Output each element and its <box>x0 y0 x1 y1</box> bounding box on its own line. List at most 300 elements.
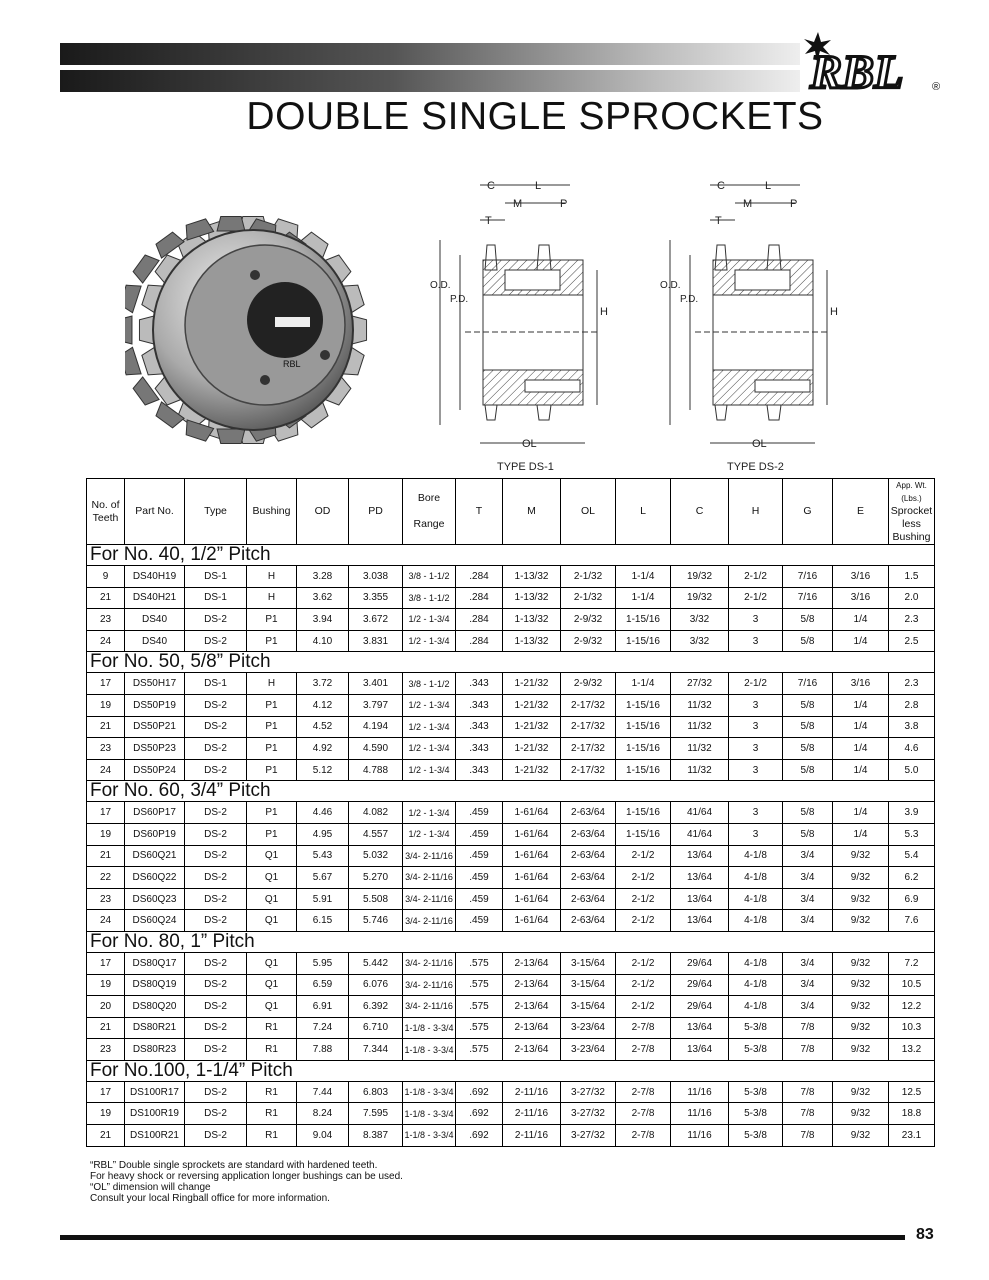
table-cell: 2-13/64 <box>503 1039 561 1061</box>
table-cell: 7.44 <box>297 1081 349 1103</box>
drawing-type-ds-1 <box>425 175 625 475</box>
table-cell: 4.6 <box>889 738 935 760</box>
table-cell: 3.672 <box>349 609 403 631</box>
table-cell: 3 <box>729 802 783 824</box>
section-label: For No. 40, 1/2” Pitch <box>87 545 935 566</box>
table-cell: DS-1 <box>185 673 247 695</box>
table-cell: 5.43 <box>297 845 349 867</box>
table-cell: DS-2 <box>185 609 247 631</box>
note-line: For heavy shock or reversing application longer bushings can be used. <box>90 1171 403 1182</box>
table-cell: 5/8 <box>783 738 833 760</box>
section-header <box>87 1060 935 1081</box>
dim-t-label: T <box>715 215 722 227</box>
table-cell: DS-2 <box>185 974 247 996</box>
sprocket-spec-table <box>86 478 935 1147</box>
table-cell: 3/4 <box>783 952 833 974</box>
table-cell: 2.0 <box>889 587 935 609</box>
table-cell: 1-61/64 <box>503 910 561 932</box>
table-cell: DS-2 <box>185 888 247 910</box>
table-cell: 2.3 <box>889 673 935 695</box>
table-cell: DS-2 <box>185 738 247 760</box>
table-cell: 9/32 <box>833 1103 889 1125</box>
table-cell: 1/4 <box>833 738 889 760</box>
page-title: DOUBLE SINGLE SPROCKETS <box>246 95 824 138</box>
sprocket-tooth <box>125 285 141 313</box>
table-cell: 3/16 <box>833 566 889 588</box>
table-cell: 1/4 <box>833 759 889 781</box>
table-row <box>87 888 935 910</box>
table-cell: DS50H17 <box>125 673 185 695</box>
table-cell: .284 <box>456 609 503 631</box>
table-cell: DS-2 <box>185 759 247 781</box>
table-cell: 1-21/32 <box>503 673 561 695</box>
table-cell: 2-11/16 <box>503 1103 561 1125</box>
dim-ol-label: OL <box>752 438 767 450</box>
table-cell: 1.5 <box>889 566 935 588</box>
table-row <box>87 974 935 996</box>
table-cell: 5-3/8 <box>729 1125 783 1147</box>
table-cell: 9/32 <box>833 1017 889 1039</box>
table-cell: DS40H21 <box>125 587 185 609</box>
table-cell: 1/2 - 1-3/4 <box>403 609 456 631</box>
table-cell: .459 <box>456 802 503 824</box>
table-cell: 2-11/16 <box>503 1081 561 1103</box>
table-row <box>87 716 935 738</box>
section-label: For No. 80, 1” Pitch <box>87 931 935 952</box>
col-l: L <box>616 479 671 545</box>
table-cell: 19 <box>87 1103 125 1125</box>
table-row <box>87 996 935 1018</box>
table-cell: 1/4 <box>833 802 889 824</box>
table-cell: DS-2 <box>185 823 247 845</box>
dim-t-label: T <box>485 215 492 227</box>
table-cell: 2-1/2 <box>616 888 671 910</box>
table-cell: 9/32 <box>833 952 889 974</box>
table-cell: 2-63/64 <box>561 802 616 824</box>
dim-p-label: P <box>560 198 568 210</box>
table-cell: 3.28 <box>297 566 349 588</box>
dim-od-label: O.D. <box>660 280 681 291</box>
header-bar-bottom <box>60 70 800 92</box>
table-cell: 7/8 <box>783 1125 833 1147</box>
table-cell: 3/4- 2-11/16 <box>403 888 456 910</box>
table-row <box>87 630 935 652</box>
table-cell: DS40H19 <box>125 566 185 588</box>
table-cell: 3/16 <box>833 673 889 695</box>
table-cell: 1/2 - 1-3/4 <box>403 630 456 652</box>
table-cell: 9.04 <box>297 1125 349 1147</box>
table-cell: 7/8 <box>783 1017 833 1039</box>
table-cell: 4.10 <box>297 630 349 652</box>
table-cell: DS-2 <box>185 1125 247 1147</box>
table-cell: 2-17/32 <box>561 694 616 716</box>
table-cell: 2-1/2 <box>616 867 671 889</box>
table-cell: 1-15/16 <box>616 802 671 824</box>
table-cell: DS-2 <box>185 630 247 652</box>
footer-bar <box>60 1235 905 1240</box>
dim-c-label: C <box>717 180 725 192</box>
col-c: C <box>671 479 729 545</box>
table-cell: 11/16 <box>671 1081 729 1103</box>
table-cell: 1/2 - 1-3/4 <box>403 738 456 760</box>
table-cell: 1-15/16 <box>616 823 671 845</box>
table-cell: 3/4- 2-11/16 <box>403 952 456 974</box>
sprocket-tooth <box>133 377 159 405</box>
table-cell: 3 <box>729 759 783 781</box>
table-cell: 1-15/16 <box>616 609 671 631</box>
table-cell: 10.3 <box>889 1017 935 1039</box>
table-cell: Q1 <box>247 888 297 910</box>
table-cell: 1-15/16 <box>616 716 671 738</box>
table-cell: P1 <box>247 716 297 738</box>
col-g: G <box>783 479 833 545</box>
table-cell: 4-1/8 <box>729 845 783 867</box>
table-cell: 2-13/64 <box>503 974 561 996</box>
table-cell: 12.2 <box>889 996 935 1018</box>
table-cell: DS60Q24 <box>125 910 185 932</box>
table-cell: 1-13/32 <box>503 630 561 652</box>
table-cell: 1/4 <box>833 694 889 716</box>
dim-h-label: H <box>830 306 838 318</box>
table-cell: 2-9/32 <box>561 673 616 695</box>
col-pd: PD <box>349 479 403 545</box>
table-cell: 12.5 <box>889 1081 935 1103</box>
table-cell: 2-7/8 <box>616 1017 671 1039</box>
table-cell: 1-1/4 <box>616 587 671 609</box>
table-cell: 1/2 - 1-3/4 <box>403 802 456 824</box>
table-cell: 11/32 <box>671 738 729 760</box>
table-row <box>87 566 935 588</box>
table-cell: 3/4 <box>783 845 833 867</box>
table-cell: 2-1/2 <box>616 952 671 974</box>
table-cell: P1 <box>247 738 297 760</box>
table-cell: 3-23/64 <box>561 1017 616 1039</box>
col-type: Type <box>185 479 247 545</box>
table-row <box>87 1039 935 1061</box>
table-cell: .692 <box>456 1103 503 1125</box>
sprocket-tooth <box>125 347 141 375</box>
table-cell: 1-15/16 <box>616 759 671 781</box>
table-cell: DS60Q22 <box>125 867 185 889</box>
table-cell: 2-17/32 <box>561 716 616 738</box>
table-cell: 3.94 <box>297 609 349 631</box>
table-cell: DS-2 <box>185 1081 247 1103</box>
table-cell: 9/32 <box>833 974 889 996</box>
table-cell: 3.355 <box>349 587 403 609</box>
table-cell: P1 <box>247 609 297 631</box>
table-cell: 5.508 <box>349 888 403 910</box>
table-cell: 8.24 <box>297 1103 349 1125</box>
dim-m-label: M <box>513 198 523 210</box>
table-cell: .575 <box>456 996 503 1018</box>
table-cell: Q1 <box>247 867 297 889</box>
drawing-caption: TYPE DS-1 <box>497 461 554 473</box>
table-cell: 4.082 <box>349 802 403 824</box>
table-cell: 3/4 <box>783 974 833 996</box>
table-cell: DS80R23 <box>125 1039 185 1061</box>
table-cell: 19 <box>87 823 125 845</box>
table-cell: .343 <box>456 759 503 781</box>
table-cell: 13/64 <box>671 910 729 932</box>
table-cell: 4.12 <box>297 694 349 716</box>
table-cell: DS50P19 <box>125 694 185 716</box>
table-cell: DS50P24 <box>125 759 185 781</box>
table-cell: 9/32 <box>833 1081 889 1103</box>
table-cell: 1-61/64 <box>503 823 561 845</box>
table-cell: 7.6 <box>889 910 935 932</box>
table-cell: 24 <box>87 630 125 652</box>
col-m: M <box>503 479 561 545</box>
table-cell: DS-2 <box>185 996 247 1018</box>
table-cell: R1 <box>247 1017 297 1039</box>
table-cell: 3-27/32 <box>561 1125 616 1147</box>
table-cell: 5/8 <box>783 759 833 781</box>
table-cell: 3.9 <box>889 802 935 824</box>
table-cell: 3-23/64 <box>561 1039 616 1061</box>
table-cell: 17 <box>87 952 125 974</box>
table-cell: .343 <box>456 716 503 738</box>
table-cell: DS40 <box>125 630 185 652</box>
table-cell: 23 <box>87 888 125 910</box>
table-cell: 13/64 <box>671 845 729 867</box>
table-cell: 5/8 <box>783 716 833 738</box>
table-cell: DS60P17 <box>125 802 185 824</box>
table-cell: 1/2 - 1-3/4 <box>403 759 456 781</box>
note-line: “RBL” Double single sprockets are standard with hardened teeth. <box>90 1160 378 1171</box>
table-cell: 5/8 <box>783 630 833 652</box>
table-cell: 3-15/64 <box>561 974 616 996</box>
table-cell: 3/8 - 1-1/2 <box>403 587 456 609</box>
table-cell: 3/4- 2-11/16 <box>403 996 456 1018</box>
table-cell: DS60P19 <box>125 823 185 845</box>
table-cell: 2-63/64 <box>561 823 616 845</box>
table-cell: 4.52 <box>297 716 349 738</box>
table-cell: 3 <box>729 716 783 738</box>
table-cell: 4.46 <box>297 802 349 824</box>
table-row <box>87 587 935 609</box>
table-cell: 7.24 <box>297 1017 349 1039</box>
table-cell: 1/2 - 1-3/4 <box>403 716 456 738</box>
table-cell: 7.88 <box>297 1039 349 1061</box>
table-cell: 2-9/32 <box>561 609 616 631</box>
table-cell: 23 <box>87 738 125 760</box>
table-row <box>87 823 935 845</box>
table-cell: 2.3 <box>889 609 935 631</box>
table-cell: 3.401 <box>349 673 403 695</box>
table-cell: DS80Q17 <box>125 952 185 974</box>
table-cell: 5/8 <box>783 802 833 824</box>
dim-pd-label: P.D. <box>680 294 699 305</box>
table-cell: .343 <box>456 738 503 760</box>
table-cell: 7.595 <box>349 1103 403 1125</box>
dim-h-label: H <box>600 306 608 318</box>
table-cell: 1-61/64 <box>503 845 561 867</box>
sprocket-tooth <box>156 232 184 258</box>
section-header <box>87 652 935 673</box>
table-cell: 2-1/32 <box>561 566 616 588</box>
table-cell: .459 <box>456 845 503 867</box>
table-row <box>87 1125 935 1147</box>
table-header-row <box>87 479 935 545</box>
table-cell: 2-1/2 <box>616 996 671 1018</box>
table-cell: DS100R19 <box>125 1103 185 1125</box>
table-cell: 6.803 <box>349 1081 403 1103</box>
table-cell: Q1 <box>247 996 297 1018</box>
table-cell: 2-17/32 <box>561 759 616 781</box>
table-cell: 3 <box>729 630 783 652</box>
table-cell: 2.8 <box>889 694 935 716</box>
table-cell: 1-21/32 <box>503 738 561 760</box>
table-cell: 1-61/64 <box>503 888 561 910</box>
table-cell: 1-13/32 <box>503 566 561 588</box>
table-cell: 3/8 - 1-1/2 <box>403 673 456 695</box>
table-cell: 5.032 <box>349 845 403 867</box>
table-cell: H <box>247 587 297 609</box>
table-cell: .459 <box>456 823 503 845</box>
table-cell: 3.831 <box>349 630 403 652</box>
table-cell: 11/32 <box>671 716 729 738</box>
table-cell: 5/8 <box>783 609 833 631</box>
note-line: Consult your local Ringball office for more information. <box>90 1193 330 1204</box>
table-cell: 3/4- 2-11/16 <box>403 974 456 996</box>
table-cell: 1-21/32 <box>503 716 561 738</box>
table-cell: .284 <box>456 630 503 652</box>
table-row <box>87 609 935 631</box>
table-cell: DS100R21 <box>125 1125 185 1147</box>
drawing-type-ds-2 <box>655 175 855 475</box>
table-cell: DS50P21 <box>125 716 185 738</box>
rbl-logo <box>800 30 950 100</box>
table-cell: 5.442 <box>349 952 403 974</box>
table-row <box>87 1103 935 1125</box>
table-cell: 2-63/64 <box>561 888 616 910</box>
table-cell: 9/32 <box>833 867 889 889</box>
table-cell: 3 <box>729 823 783 845</box>
table-cell: .343 <box>456 673 503 695</box>
table-cell: 3 <box>729 738 783 760</box>
table-cell: DS60Q23 <box>125 888 185 910</box>
table-cell: 2-7/8 <box>616 1103 671 1125</box>
table-cell: 8.387 <box>349 1125 403 1147</box>
table-cell: .692 <box>456 1125 503 1147</box>
table-cell: 3-27/32 <box>561 1103 616 1125</box>
table-cell: 2-1/2 <box>729 587 783 609</box>
table-cell: 6.15 <box>297 910 349 932</box>
col-bore: Bore Range <box>403 479 456 545</box>
table-cell: 13/64 <box>671 888 729 910</box>
table-cell: 3.72 <box>297 673 349 695</box>
table-cell: 29/64 <box>671 974 729 996</box>
table-cell: 2-1/2 <box>729 673 783 695</box>
table-cell: 4-1/8 <box>729 888 783 910</box>
table-cell: 2-63/64 <box>561 867 616 889</box>
table-cell: 4.788 <box>349 759 403 781</box>
table-cell: 4-1/8 <box>729 910 783 932</box>
dim-od-label: O.D. <box>430 280 451 291</box>
sprocket-tooth <box>139 316 154 344</box>
table-cell: 24 <box>87 910 125 932</box>
table-cell: 2-63/64 <box>561 845 616 867</box>
table-cell: 41/64 <box>671 823 729 845</box>
table-cell: 13/64 <box>671 867 729 889</box>
table-cell: 2-13/64 <box>503 952 561 974</box>
table-cell: DS-2 <box>185 1103 247 1125</box>
table-cell: 2.5 <box>889 630 935 652</box>
table-cell: DS80R21 <box>125 1017 185 1039</box>
table-cell: P1 <box>247 630 297 652</box>
table-cell: 3.8 <box>889 716 935 738</box>
table-cell: 1/2 - 1-3/4 <box>403 823 456 845</box>
table-cell: .284 <box>456 566 503 588</box>
table-row <box>87 759 935 781</box>
table-cell: 2-1/2 <box>616 974 671 996</box>
hub-bore-upper <box>735 270 790 290</box>
table-cell: DS-2 <box>185 1017 247 1039</box>
table-cell: 1/4 <box>833 609 889 631</box>
table-row <box>87 802 935 824</box>
table-cell: Q1 <box>247 910 297 932</box>
table-cell: 21 <box>87 587 125 609</box>
table-cell: 2-13/64 <box>503 1017 561 1039</box>
table-cell: DS60Q21 <box>125 845 185 867</box>
table-cell: 17 <box>87 1081 125 1103</box>
table-cell: DS-1 <box>185 566 247 588</box>
table-cell: 17 <box>87 802 125 824</box>
table-cell: 41/64 <box>671 802 729 824</box>
table-cell: 4-1/8 <box>729 952 783 974</box>
table-cell: 2-17/32 <box>561 738 616 760</box>
table-cell: 5.12 <box>297 759 349 781</box>
sprocket-tooth <box>217 429 245 444</box>
table-cell: 3.038 <box>349 566 403 588</box>
table-cell: H <box>247 673 297 695</box>
table-cell: 3 <box>729 694 783 716</box>
table-row <box>87 910 935 932</box>
table-cell: 29/64 <box>671 996 729 1018</box>
table-cell: 3/8 - 1-1/2 <box>403 566 456 588</box>
col-ol: OL <box>561 479 616 545</box>
table-cell: 3/4- 2-11/16 <box>403 845 456 867</box>
sprocket-tooth <box>352 316 367 344</box>
col-t: T <box>456 479 503 545</box>
table-cell: 23.1 <box>889 1125 935 1147</box>
table-cell: .575 <box>456 1039 503 1061</box>
table-cell: 5.746 <box>349 910 403 932</box>
table-cell: 7/16 <box>783 587 833 609</box>
table-cell: 2-1/2 <box>616 845 671 867</box>
table-cell: 3/4 <box>783 888 833 910</box>
table-cell: 19/32 <box>671 587 729 609</box>
table-cell: DS-2 <box>185 952 247 974</box>
table-cell: R1 <box>247 1103 297 1125</box>
table-row <box>87 1081 935 1103</box>
table-cell: 3-27/32 <box>561 1081 616 1103</box>
table-cell: 5.95 <box>297 952 349 974</box>
table-cell: DS-2 <box>185 845 247 867</box>
table-cell: 7/8 <box>783 1039 833 1061</box>
col-e: E <box>833 479 889 545</box>
table-cell: 2-11/16 <box>503 1125 561 1147</box>
table-cell: 19 <box>87 974 125 996</box>
logo-text: RBL <box>810 46 904 99</box>
table-cell: 23 <box>87 1039 125 1061</box>
table-cell: 3/16 <box>833 587 889 609</box>
table-cell: 3-15/64 <box>561 952 616 974</box>
table-cell: 2-63/64 <box>561 910 616 932</box>
sprocket-tooth <box>125 316 132 344</box>
table-cell: 6.076 <box>349 974 403 996</box>
table-cell: 5.3 <box>889 823 935 845</box>
